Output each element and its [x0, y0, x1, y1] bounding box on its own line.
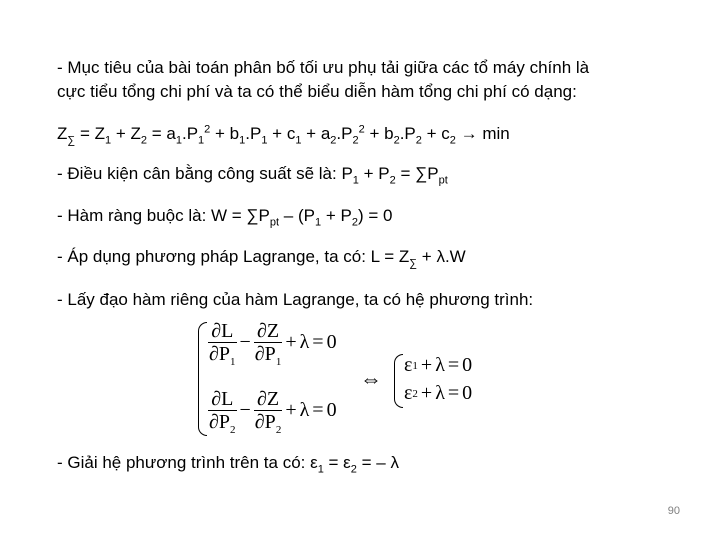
- paragraph-objective-line2: cực tiểu tổng chi phí và ta có thể biểu diễn hàm tổng chi phí có dạng:: [57, 82, 577, 101]
- page-number: 90: [667, 505, 680, 517]
- equation-row-1: $\frac{\partial L}{\partial P_1}$ − $\frac{\partial Z}{\partial P_1}$ + λ = 0: [209, 320, 337, 368]
- fraction-dZ-dP1: $\frac{\partial Z}{\partial P_1}$: [254, 320, 282, 368]
- paragraph-objective-line1: - Mục tiêu của bài toán phân bố tối ưu phụ tải giữa các tổ máy chính là: [57, 58, 590, 77]
- constraint-function: - Hàm ràng buộc là: $W = \sum P_{pt} - (P_1 + P_2) = 0$: [57, 206, 393, 229]
- left-brace: [198, 322, 207, 436]
- partial-derivative-intro: - Lấy đạo hàm riêng của hàm Lagrange, ta có hệ phương trình:: [57, 290, 534, 309]
- fraction-dZ-dP2: $\frac{\partial Z}{\partial P_2}$: [254, 388, 282, 436]
- power-balance-condition: - Điều kiện cân bằng công suất sẽ là: $P_1 + P_2 = \sum P_{pt}$: [57, 164, 448, 187]
- right-brace: [394, 354, 403, 408]
- cost-function-formula: $Z_\sum = Z_1 + Z_2 = a_1.P_1^2 + b_1.P_1 + c_1 + a_2.P_2^2 + b_2.P_2 + c_2 \to \min$: [57, 123, 510, 147]
- epsilon-equation-2: ε 2 + λ = 0: [404, 382, 473, 404]
- fraction-dL-dP1: $\frac{\partial L}{\partial P_1}$: [209, 320, 236, 368]
- epsilon-equation-1: ε 1 + λ = 0: [404, 354, 473, 376]
- solution-line: - Giải hệ phương trình trên ta có: $\varepsilon_1 = \varepsilon_2$ = – λ: [57, 453, 399, 476]
- fraction-dL-dP2: $\frac{\partial L}{\partial P_2}$: [209, 388, 236, 436]
- equation-row-2: $\frac{\partial L}{\partial P_2}$ − $\frac{\partial Z}{\partial P_2}$ + λ = 0: [209, 388, 337, 436]
- lagrange-method-line: - Áp dụng phương pháp Lagrange, ta có: $L = Z_\sum + \lambda.W$: [57, 247, 466, 270]
- equivalence-arrow: ⇔: [360, 366, 382, 391]
